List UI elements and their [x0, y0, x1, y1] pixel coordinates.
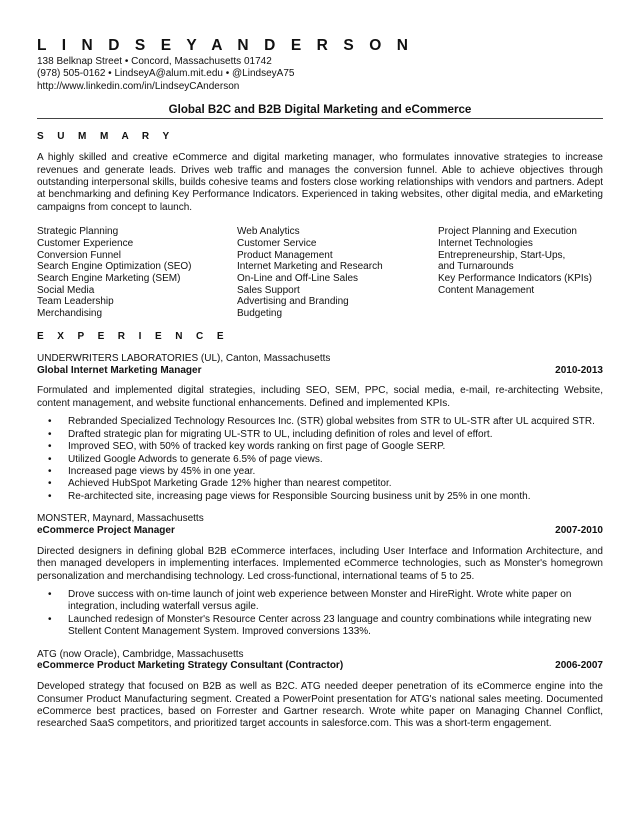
linkedin-link[interactable]: http://www.linkedin.com/in/LindseyCAnderson — [37, 80, 240, 92]
contact-line: (978) 505-0162 • LindseyA@alum.mit.edu • @LindseyA75 — [37, 68, 295, 80]
skill-item: Customer Experience — [37, 237, 134, 249]
skills-column-3 — [438, 226, 603, 320]
list-item: • Achieved HubSpot Marketing Grade 12% higher than nearest competitor. — [48, 478, 392, 490]
summary-text: A highly skilled and creative eCommerce and digital marketing manager, who formulates innovative strategies to increase revenues and generate leads. Drives web traffic and manages the conversion funnel. Able to achieve objectives through outstanding interpersonal skills, builds cohesive teams and fosters close working relationships with vendors and partners. Adept at benchmarking and defining Key Performance Indicators. Experienced in taking websites, other digital media, and eMarketing campaigns from concept to launch. — [37, 152, 603, 213]
experience-heading: E X P E R I E N C E — [37, 330, 229, 342]
bullet-icon: • — [48, 416, 52, 428]
job-dates: 2010-2013 — [555, 364, 603, 376]
job-achievements — [37, 416, 603, 503]
job-title: eCommerce Project Manager — [37, 524, 175, 536]
skill-item: Social Media — [37, 284, 95, 296]
skill-item: Product Management — [237, 249, 333, 261]
bullet-icon: • — [48, 588, 52, 600]
skills-column-1 — [37, 226, 237, 320]
job-description: Formulated and implemented digital strategies, including SEO, SEM, PPC, social media, e-mail, re-architecting Website, content management, and website functional enhancements. Defined and implemented KPIs. — [37, 385, 603, 409]
job-description: Directed designers in defining global B2B eCommerce interfaces, including User Interface and Information Architecture, and then managed developers in implementing interfaces. Implemented eCommerce technologies, such as Monster's homegrown personalization and merchandising technology. Led cross-functional, international teams of 5 to 25. — [37, 545, 603, 582]
list-item: • Increased page views by 45% in one year. — [48, 465, 256, 477]
skill-item: Key Performance Indicators (KPIs) — [438, 273, 592, 285]
skills-grid — [37, 226, 603, 320]
skill-item: Strategic Planning — [37, 226, 119, 238]
bullet-icon: • — [48, 478, 52, 490]
candidate-name: L I N D S E Y A N D E R S O N — [37, 37, 414, 54]
skill-item: Entrepreneurship, Start-Ups, — [438, 249, 566, 261]
job-company: UNDERWRITERS LABORATORIES (UL), Canton, Massachusetts — [37, 352, 331, 364]
job-title: Global Internet Marketing Manager — [37, 364, 202, 376]
bullet-icon: • — [48, 490, 52, 502]
list-item: • Drove success with on-time launch of joint web experience between Monster and HireRight. Wrote white paper on integration, including waterfall versus agile. — [48, 588, 572, 613]
list-item: • Utilized Google Adwords to generate 6.5% of page views. — [48, 453, 323, 465]
skill-item: Customer Service — [237, 237, 317, 249]
skill-item: Budgeting — [237, 308, 283, 320]
skill-item: Content Management — [438, 284, 535, 296]
skill-item: Team Leadership — [37, 296, 114, 308]
bullet-icon: • — [48, 465, 52, 477]
skill-item: Search Engine Marketing (SEM) — [37, 273, 181, 285]
skill-item: Project Planning and Execution — [438, 226, 577, 238]
list-item: • Improved SEO, with 50% of tracked key words ranking on first page of Google SERP. — [48, 441, 446, 453]
bullet-icon: • — [48, 453, 52, 465]
bullet-icon: • — [48, 428, 52, 440]
job-role-line — [37, 525, 603, 537]
job-role-line — [37, 660, 603, 672]
job-title: eCommerce Product Marketing Strategy Consultant (Contractor) — [37, 660, 344, 672]
job-company: MONSTER, Maynard, Massachusetts — [37, 513, 204, 525]
job-dates: 2007-2010 — [555, 524, 603, 536]
skill-item: and Turnarounds — [438, 261, 514, 273]
skill-item: Conversion Funnel — [37, 249, 121, 261]
skill-item: Sales Support — [237, 284, 300, 296]
job-description: Developed strategy that focused on B2B as well as B2C. ATG needed deeper penetration of its eCommerce engine into the Consumer Product Manufacturing segment. Created a PowerPoint presentation for ATG's national sales meeting. Documented eCommerce best practices, based on Forrester and Gartner research. Wrote white paper on Managing Channel Conflict, researched SaaS competitors, and prioritized target accounts in salesforce.com. This was a short-term engagement. — [37, 681, 603, 730]
bullet-icon: • — [48, 441, 52, 453]
skill-item: Internet Marketing and Research — [237, 261, 383, 273]
skill-item: Internet Technologies — [438, 237, 533, 249]
list-item: • Drafted strategic plan for migrating UL-STR to UL, including definition of roles and level of effort. — [48, 428, 493, 440]
summary-heading: S U M M A R Y — [37, 131, 175, 143]
skill-item: Web Analytics — [237, 226, 300, 238]
resume-page — [37, 36, 603, 731]
job-achievements — [37, 589, 603, 639]
resume-headline: Global B2C and B2B Digital Marketing and eCommerce — [168, 103, 472, 117]
headline-divider — [37, 118, 603, 119]
bullet-icon: • — [48, 613, 52, 625]
job-dates: 2006-2007 — [555, 660, 603, 672]
address-line: 138 Belknap Street • Concord, Massachusetts 01742 — [37, 56, 272, 67]
skill-item: Advertising and Branding — [237, 296, 349, 308]
skill-item: Search Engine Optimization (SEO) — [37, 261, 192, 273]
skill-item: Merchandising — [37, 308, 103, 320]
skills-column-2 — [237, 226, 438, 320]
job-company: ATG (now Oracle), Cambridge, Massachusetts — [37, 648, 244, 660]
list-item: • Rebranded Specialized Technology Resources Inc. (STR) global websites from STR to UL-STR after UL acquired STR. — [48, 416, 595, 428]
list-item: • Re-architected site, increasing page views for Responsible Sourcing business unit by 25% in one month. — [48, 490, 531, 502]
skill-item: On-Line and Off-Line Sales — [237, 273, 359, 285]
list-item: • Launched redesign of Monster's Resource Center across 23 language and country combinations while integrating new Stellent Content Management System. Improved conversions 133%. — [48, 613, 592, 638]
job-role-line — [37, 365, 603, 377]
